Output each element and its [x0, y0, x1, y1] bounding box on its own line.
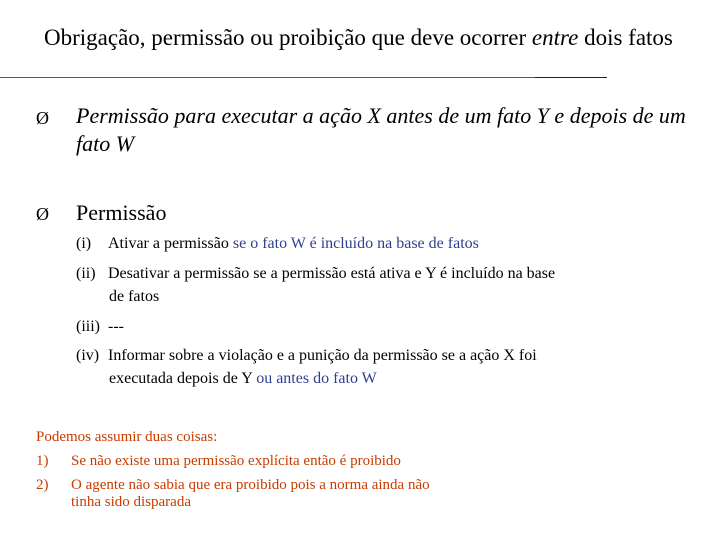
assumptions-heading: Podemos assumir duas coisas: [36, 429, 218, 445]
title-underline-accent [535, 77, 607, 78]
title-emphasis: entre [531, 25, 579, 50]
bullet-arrow-icon: Ø [36, 108, 49, 128]
title-text-end: dois fatos [578, 25, 673, 50]
bullet-permission-heading: Permissão [76, 200, 167, 225]
assumption-item-1 [36, 453, 596, 470]
assumption-text: O agente não sabia que era proibido pois a norma ainda não [71, 477, 430, 493]
assumption-number: 2) [36, 477, 49, 493]
bullet-arrow-icon: Ø [36, 204, 49, 224]
sub-item-ii [76, 262, 696, 308]
sub-item-number: (i) [76, 235, 92, 252]
sub-item-number: (ii) [76, 265, 96, 282]
assumption-item-2 [36, 477, 596, 511]
sub-item-text: executada depois de Y [109, 370, 257, 387]
sub-item-iv [76, 344, 696, 390]
sub-item-i [76, 232, 696, 255]
sub-item-text: Desativar a permissão se a permissão está ativa e Y é incluído na base [108, 265, 556, 282]
sub-item-highlight: ou antes do fato W [256, 370, 377, 387]
title-underline [0, 77, 607, 78]
sub-item-text: Informar sobre a violação e a punição da permissão se a ação X foi [108, 347, 537, 364]
bullet-permission-definition: Permissão para executar a ação X antes de um fato Y e depois de um fato W [76, 103, 686, 156]
sub-item-text: --- [108, 318, 124, 335]
assumptions-note [36, 429, 596, 511]
sub-item-iii [76, 315, 696, 338]
sub-item-text: Ativar a permissão [108, 235, 233, 252]
assumption-text: Se não existe uma permissão explícita então é proibido [71, 453, 401, 469]
sub-item-text-continued [76, 367, 696, 390]
sub-item-text-continued: de fatos [109, 288, 160, 305]
sub-item-highlight: se o fato W é incluído na base de fatos [232, 235, 479, 252]
title-text-start: Obrigação, permissão ou proibição que deve ocorrer [44, 25, 532, 50]
sub-item-number: (iv) [76, 347, 100, 364]
sub-item-number: (iii) [76, 318, 100, 335]
slide-title [44, 24, 684, 52]
assumption-number: 1) [36, 453, 49, 469]
assumption-text-continued: tinha sido disparada [71, 494, 191, 510]
